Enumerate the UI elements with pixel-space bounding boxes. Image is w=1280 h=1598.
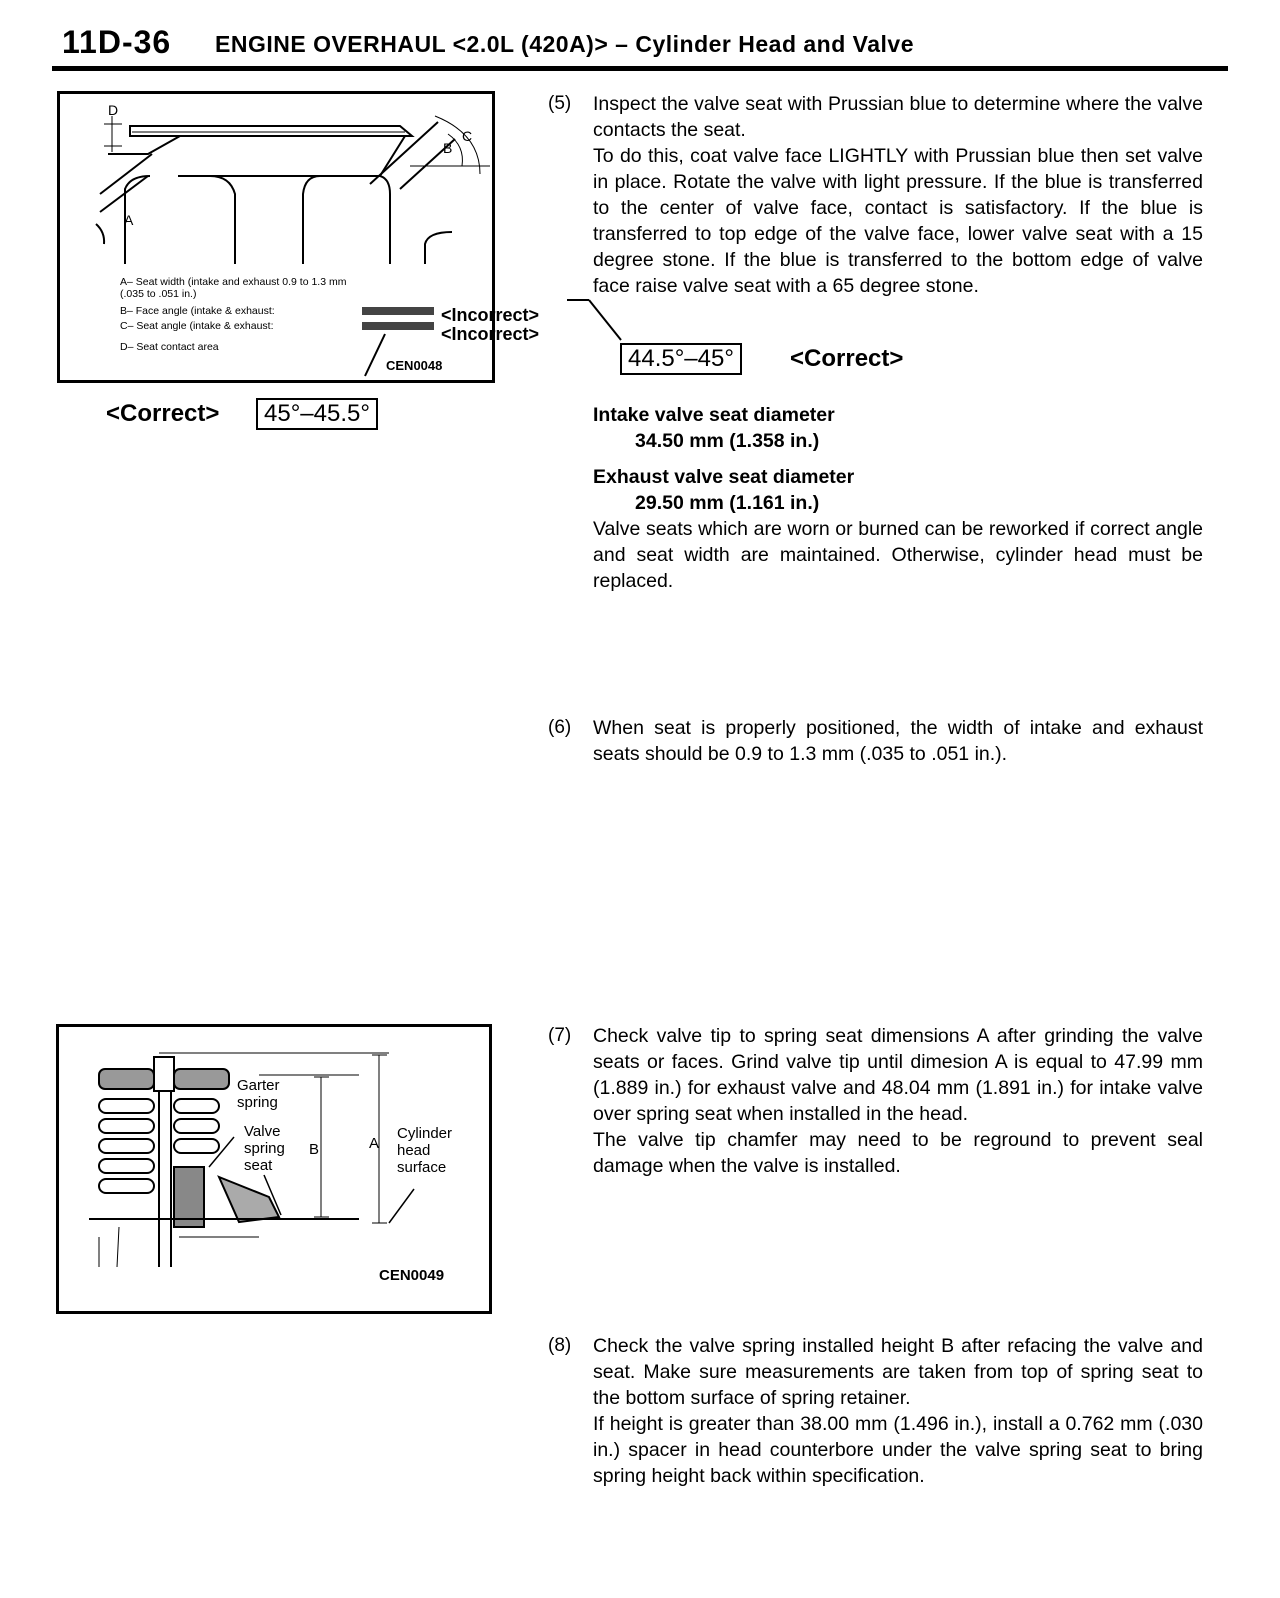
step-5-text [593, 91, 1203, 299]
incorrect-label-face: <Incorrect> [441, 305, 540, 325]
step-8-height: Check the valve spring installed height B after refacing the valve and seat. Make sure measurements are taken from top of spring seat to the bottom surface of spring retainer. [593, 1335, 1203, 1409]
step-8-text [593, 1333, 1203, 1489]
step-5-number: (5) [548, 93, 572, 114]
face-angle-spec: 45°–45.5° [256, 398, 378, 430]
step-5-intro: Inspect the valve seat with Prussian blue to determine where the valve contacts the seat. [593, 93, 1203, 141]
exhaust-seat-heading: Exhaust valve seat diameter [593, 466, 855, 488]
intake-seat-value: 34.50 mm (1.358 in.) [635, 430, 820, 452]
valve-spring-figure [56, 1024, 492, 1314]
cylinder-head-surface-label [397, 1125, 452, 1176]
legend-b: B– Face angle (intake & exhaust: [120, 305, 275, 317]
figure-code: CEN0048 [386, 358, 443, 373]
step-6-text: When seat is properly positioned, the width of intake and exhaust seats should be 0.9 to 1.3 mm (.035 to .051 in.). [593, 717, 1203, 765]
valve-seat-figure [57, 91, 495, 383]
legend-c: C– Seat angle (intake & exhaust: [120, 320, 274, 332]
step-8-number: (8) [548, 1335, 572, 1356]
seat-label-line3: seat [244, 1157, 273, 1174]
page-number: 11D-36 [62, 24, 172, 60]
letter-b: B [443, 140, 453, 156]
dimension-a-label: A [369, 1135, 380, 1152]
step-8-spacer: If height is greater than 38.00 mm (1.496 in.), install a 0.762 mm (.030 in.) spacer in head counterbore under the valve spring seat to bring spring height back within specification. [593, 1413, 1203, 1487]
exhaust-seat-value: 29.50 mm (1.161 in.) [635, 492, 820, 514]
correct-label-right: <Correct> [790, 345, 904, 372]
intake-seat-heading: Intake valve seat diameter [593, 404, 835, 426]
valve-spring-seat-label [244, 1123, 285, 1174]
legend-a: A– Seat width (intake and exhaust 0.9 to 1.3 mm [120, 276, 347, 288]
legend-a-inches: (.035 to .051 in.) [120, 288, 197, 300]
garter-label-line1: Garter [237, 1077, 280, 1094]
legend-d: D– Seat contact area [120, 341, 219, 353]
dimension-b-label: B [309, 1141, 320, 1158]
step-7-dimension: Check valve tip to spring seat dimensions A after grinding the valve seats or faces. Grind valve tip until dimesion A is equal to 47.99 mm (1.889 in.) for exhaust valve and 48.04 mm (1.891 in.) for intake valve over spring seat when installed in the head. [593, 1025, 1203, 1125]
cyl-label-line1: Cylinder [397, 1125, 453, 1142]
seat-angle-spec: 44.5°–45° [620, 343, 742, 375]
seat-label-line2: spring [244, 1140, 285, 1157]
step-7-text [593, 1023, 1203, 1179]
step-5-rework: Valve seats which are worn or burned can be reworked if correct angle and seat width are maintained. Otherwise, cylinder head must be replaced. [593, 518, 1203, 592]
step-7-number: (7) [548, 1025, 572, 1046]
letter-a: A [124, 212, 134, 228]
step-6-number: (6) [548, 717, 572, 738]
header-rule [52, 66, 1228, 71]
garter-spring-label [237, 1077, 280, 1111]
cyl-label-line3: surface [397, 1159, 447, 1176]
garter-label-line2: spring [237, 1094, 278, 1111]
figure-2-code: CEN0049 [379, 1267, 445, 1284]
letter-c: C [462, 128, 473, 144]
incorrect-label-seat: <Incorrect> [441, 324, 540, 344]
seat-label-line1: Valve [244, 1123, 281, 1140]
cyl-label-line2: head [397, 1142, 431, 1159]
step-5-procedure: To do this, coat valve face LIGHTLY with Prussian blue then set valve in place. Rotate the valve with light pressure. If the blue is transferred to the center of valve face, contact is satisfactory. If the blue is transferred to top edge of the valve face, lower valve seat with a 15 degree stone. If the blue is transferred to the bottom edge of valve face raise valve seat with a 65 degree stone. [593, 145, 1203, 297]
page-title: ENGINE OVERHAUL <2.0L (420A)> – Cylinder Head and Valve [215, 31, 915, 57]
step-7-chamfer: The valve tip chamfer may need to be reground to prevent seal damage when the valve is installed. [593, 1129, 1203, 1177]
valve-seat-drawing [60, 94, 492, 380]
correct-label-left: <Correct> [106, 400, 220, 427]
letter-d: D [108, 102, 119, 118]
